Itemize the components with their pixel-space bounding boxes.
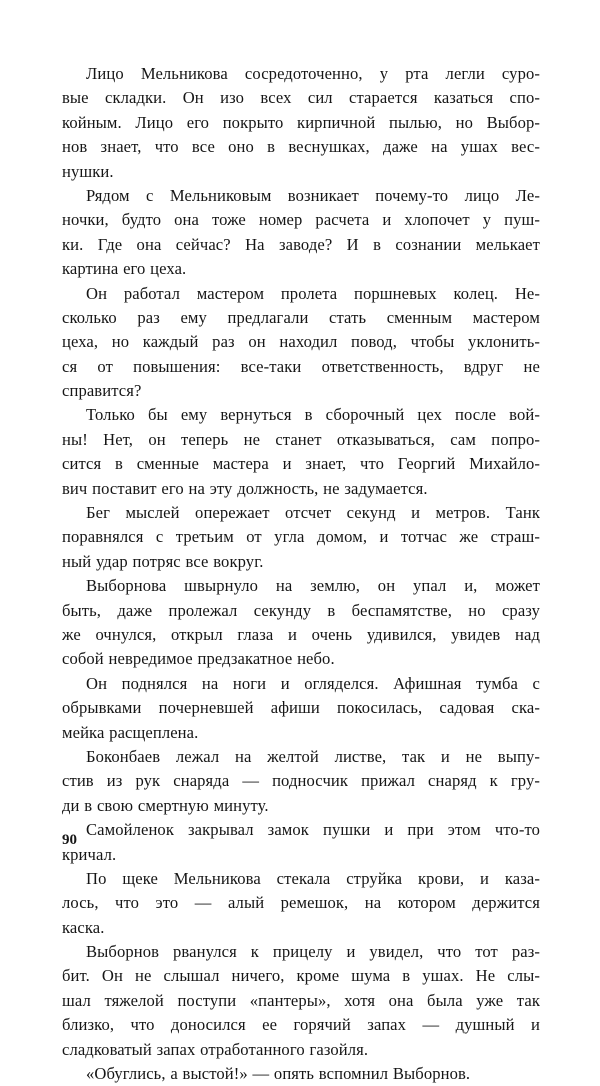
text-line: «Обуглись, а выстой!» — опять вспомнил Выборнов.: [86, 1064, 471, 1084]
text-line: Самойленок закрывал замок пушки и при этом что-то: [86, 820, 540, 840]
text-line: мейка расщеплена.: [62, 722, 199, 742]
text-line: обрывками почерневшей афиши покосилась, садовая ска-: [62, 698, 540, 718]
text-line: нушки.: [62, 161, 114, 181]
text-line: кричал.: [62, 844, 117, 864]
text-line: ди в свою смертную минуту.: [62, 795, 269, 815]
text-line: бит. Он не слышал ничего, кроме шума в ушах. Не слы-: [62, 966, 540, 986]
text-line: вые складки. Он изо всех сил старается казаться спо-: [62, 88, 540, 108]
text-line: Только бы ему вернуться в сборочный цех после вой-: [86, 405, 540, 425]
text-line: Выборнов рванулся к прицелу и увидел, что тот раз-: [86, 942, 540, 962]
text-line: Рядом с Мельниковым возникает почему-то лицо Ле-: [86, 185, 540, 205]
text-line: справится?: [62, 381, 142, 401]
text-line: близко, что доносился ее горячий запах — душный и: [62, 1015, 540, 1035]
page-number: 90: [62, 832, 77, 848]
text-line: быть, даже пролежал секунду в беспамятстве, но сразу: [62, 600, 540, 620]
text-line: собой невредимое предзакатное небо.: [62, 649, 335, 669]
text-line: ны! Нет, он теперь не станет отказываться, сам попро-: [62, 429, 540, 449]
text-line: ся от повышения: все-таки ответственность, вдруг не: [62, 356, 540, 376]
text-line: нов знает, что все оно в веснушках, даже на ушах вес-: [62, 137, 540, 157]
text-line: Лицо Мельникова сосредоточенно, у рта легли суро-: [86, 64, 540, 83]
text-line: же очнулся, открыл глаза и очень удивился, увидев над: [62, 624, 540, 644]
text-line: цеха, но каждый раз он находил повод, чтобы уклонить-: [62, 332, 540, 352]
text-line: ночки, будто она тоже номер расчета и хлопочет у пуш-: [62, 210, 540, 230]
page-text-block: [62, 62, 540, 1086]
text-line: сладковатый запах отработанного газойля.: [62, 1039, 369, 1059]
text-line: вич поставит его на эту должность, не задумается.: [62, 478, 428, 498]
text-line: Он работал мастером пролета поршневых колец. Не-: [86, 283, 540, 303]
text-line: Боконбаев лежал на желтой листве, так и не выпу-: [86, 746, 540, 766]
text-line: сколько раз ему предлагали стать сменным мастером: [62, 307, 540, 327]
text-line: лось, что это — алый ремешок, на котором держится: [62, 893, 540, 913]
text-line: ки. Где она сейчас? На заводе? И в сознании мелькает: [62, 234, 540, 254]
text-line: стив из рук снаряда — подносчик прижал снаряд к гру-: [62, 771, 540, 791]
text-line: каска.: [62, 917, 105, 937]
text-line: шал тяжелой поступи «пантеры», хотя она была уже так: [62, 990, 540, 1010]
text-line: Он поднялся на ноги и огляделся. Афишная тумба с: [86, 673, 540, 693]
text-line: По щеке Мельникова стекала струйка крови, и каза-: [86, 868, 540, 888]
text-line: ный удар потряс все вокруг.: [62, 551, 264, 571]
text-line: поравнялся с третьим от угла домом, и тотчас же страш-: [62, 527, 540, 547]
text-line: картина его цеха.: [62, 259, 187, 279]
text-line: койным. Лицо его покрыто кирпичной пылью, но Выбор-: [62, 112, 540, 132]
text-line: сится в сменные мастера и знает, что Георгий Михайло-: [62, 454, 540, 474]
text-line: Бег мыслей опережает отсчет секунд и метров. Танк: [86, 503, 540, 523]
text-line: Выборнова швырнуло на землю, он упал и, может: [86, 576, 540, 596]
